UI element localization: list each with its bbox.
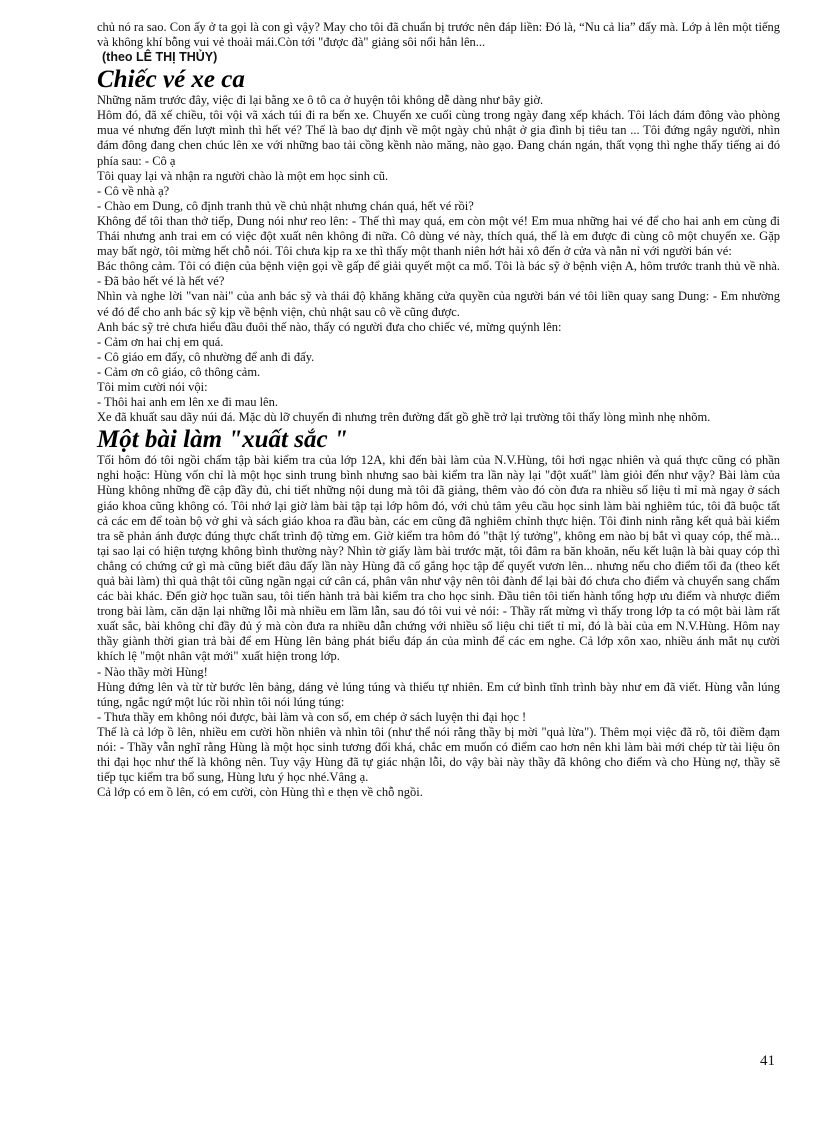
story2-paragraph: Thế là cả lớp ồ lên, nhiều em cười hồn nhiên và nhìn tôi (như thể nói rằng thầy bị mời "quả lừa"). Thêm mọi việc đã rõ, tôi điềm đạm nói: - Thầy vẫn nghĩ rằng Hùng là một học sinh tương đối khá, chắc em muốn có điểm cao hơn nên khi làm bài mới chép từ tài liệu ôn thi đại học như thế là không nên. Tuy vậy Hùng đã tự giác nhận lỗi, do vậy bài này thầy đã không cho điểm và cho Hùng nợ, thầy sẽ tiếp tục kiểm tra bổ sung, Hùng lưu ý học nhé.Vâng ạ. bbox=[97, 724, 780, 785]
story1-paragraph: Bác thông cảm. Tôi có điện của bệnh viện gọi về gấp để giải quyết một ca mổ. Tôi là bác sỹ ở bệnh viện A, hôm trước tranh thủ về nhà. - Đã bảo hết vé là hết vé? bbox=[97, 259, 780, 289]
story2-dialogue: - Thưa thầy em không nói được, bài làm và con số, em chép ở sách luyện thi đại học ! bbox=[97, 709, 527, 724]
story2-paragraph: Tối hôm đó tôi ngồi chấm tập bài kiểm tra của lớp 12A, khi đến bài làm của N.V.Hùng, tôi hơi ngạc nhiên và quá thực cũng có phần nghi hoặc: Hùng vốn chỉ là một học sinh trung bình nhưng sao bài kiểm tra lần này lại "đột xuất" làm giỏi đến như vậy? Bài làm của Hùng không những đề cập đầy đủ, chi tiết những nội dung mà tôi đã giảng, thêm vào đó còn đưa ra nhiều số liệu tỉ mỉ mà ngay ở sách giáo khoa cũng không có. Tôi nhớ lại giờ làm bài tập tại lớp hôm đó, với chủ tâm yêu cầu học sinh làm bài nghiêm túc, tôi đã buộc tất cả các em để toàn bộ vở ghi và sách giáo khoa ra đầu bàn, các em cũng đã nghiêm chỉnh thực hiện. Tôi đinh ninh rằng kết quả bài kiểm tra sẽ phản ánh được đúng thực chất trình độ từng em. Giờ kiểm tra hôm đó "thật lý tưởng", không em nào bị bắt vì quay cóp, thế mà... tại sao lại có hiện tượng không bình thường này? Nhìn tờ giấy làm bài trước mặt, tôi đâm ra băn khoăn, nếu kết luận là bài quay cóp thì chẳng có chứng cứ gì mà cũng biết đâu đấy lần này Hùng đã cố gắng học tập để quyết vươn lên... nhưng nếu cho điểm tối đa (theo kết quả bài làm) thì quả thật tôi cũng ngần ngại cứ cân cá, phân vân như vậy nên tôi đành để lại bài đó chưa cho điểm và chuyển sang chấm các bài khác. Đến giờ học tuần sau, tôi tiến hành trả bài kiểm tra cho học sinh. Đầu tiên tôi tiến hành tổng hợp ưu điểm và nhược điểm trong bài làm, căn dặn lại những lỗi mà nhiều em lầm lẫn, sau đó tôi vui vẻ nói: - Thầy rất mừng vì thấy trong lớp ta có một bài làm rất xuất sắc, bài không chỉ đầy đủ ý mà còn đưa ra nhiều dẫn chứng với nhiều số liệu chi tiết tỉ mỉ, đó là bài của em N.V.Hùng. Hôm nay thầy giành thời gian trả bài để em Hùng lên bảng phát biểu đáp án của mình để các em nghe. Cả lớp xôn xao, nhiều ánh mắt nụ cười khích lệ "một nhân vật mới" xuất hiện trong lớp. bbox=[97, 453, 780, 664]
story2-paragraph: Hùng đứng lên và từ từ bước lên bảng, dáng vẻ lúng túng và thiếu tự nhiên. Em cứ bình tĩnh trình bày như em đã viết. Hùng vẫn lúng túng, ngắc ngứ một lúc rồi nhìn tôi nói lúng túng: bbox=[97, 679, 780, 709]
intro-paragraph: chủ nó ra sao. Con ấy ở ta gọi là con gì vậy? May cho tôi đã chuẩn bị trước nên đáp liền: Đó là, “Nu cả lia” đấy mà. Lớp ả lên một tiếng và không khí bỗng vui vẻ thoải mái.Còn tới "được đà" giảng sôi nổi hẳn lên... bbox=[97, 20, 780, 50]
document-page bbox=[97, 20, 780, 800]
story-title-mot-bai-lam-xuat-sac: Một bài làm "xuất sắc " bbox=[97, 426, 348, 454]
story1-dialogue: - Cô về nhà ạ? bbox=[97, 183, 170, 198]
story2-dialogue: - Nào thầy mời Hùng! bbox=[97, 664, 208, 679]
author-credit: (theo LÊ THỊ THỦY) bbox=[102, 50, 218, 65]
story1-dialogue: - Cảm ơn cô giáo, cô thông cảm. bbox=[97, 364, 261, 379]
story1-dialogue: - Chào em Dung, cô định tranh thủ về chủ nhật nhưng chán quá, hết vé rồi? bbox=[97, 198, 474, 213]
story1-paragraph: Những năm trước đây, việc đi lại bằng xe ô tô ca ở huyện tôi không dễ dàng như bây giờ. bbox=[97, 93, 544, 108]
story1-paragraph: Tôi quay lại và nhận ra người chào là một em học sinh cũ. bbox=[97, 168, 389, 183]
story-title-chiec-ve-xe-ca: Chiếc vé xe ca bbox=[97, 66, 245, 94]
story1-paragraph: Không để tôi than thở tiếp, Dung nói như reo lên: - Thế thì may quá, em còn một vé! Em mua những hai vé để cho hai anh em cùng đi Thái nhưng anh trai em có việc đột xuất nên không đi nữa. Cô dùng vé này, thích quá, thế là em được đi cùng cô một chuyến xe. Gặp may bất ngờ, tôi mừng hết chỗ nói. Tôi chưa kịp ra xe thì thấy một thanh niên hớt hải xô đến ở cửa và nằn nỉ với người bán vé: bbox=[97, 213, 780, 259]
story1-paragraph: Nhìn và nghe lời "van nài" của anh bác sỹ và thái độ khăng khăng cửa quyền của người bán vé tôi liền quay sang Dung: - Em nhường vé đó để cho anh bác sỹ kịp về bệnh viện, chủ nhật sau cô về cũng được. bbox=[97, 289, 780, 319]
story1-paragraph: Xe đã khuất sau dãy núi đá. Mặc dù lỡ chuyến đi nhưng trên đường đất gồ ghề trở lại trường tôi thấy lòng mình nhẹ nhõm. bbox=[97, 410, 711, 425]
story1-paragraph: Hôm đó, đã xế chiều, tôi vội vã xách túi đi ra bến xe. Chuyến xe cuối cùng trong ngày đang xếp khách. Tôi lách đám đông vào phòng mua vé nhưng đến lượt mình thì hết vé? Thế là bao dự định về một ngày chủ nhật ở gia đình bị tiêu tan ... Tôi đứng ngây người, nhìn đám đông đang chen chúc lên xe với những bao tải cồng kềnh nào măng, nào gạo. Đang chán ngán, thất vọng thì nghe thấy tiếng ai đó phía sau: - Cô ạ bbox=[97, 108, 780, 168]
story1-paragraph: Tôi mỉm cười nói vội: bbox=[97, 379, 208, 394]
story1-dialogue: - Thôi hai anh em lên xe đi mau lên. bbox=[97, 395, 278, 410]
story1-paragraph: Anh bác sỹ trẻ chưa hiểu đầu đuôi thế nào, thấy có người đưa cho chiếc vé, mừng quýnh lên: bbox=[97, 319, 562, 334]
story1-dialogue: - Cảm ơn hai chị em quá. bbox=[97, 334, 224, 349]
page-number: 41 bbox=[760, 1053, 775, 1069]
story2-paragraph: Cả lớp có em ồ lên, có em cười, còn Hùng thì e thẹn về chỗ ngồi. bbox=[97, 785, 423, 800]
story1-dialogue: - Cô giáo em đấy, cô nhường để anh đi đấy. bbox=[97, 349, 315, 364]
